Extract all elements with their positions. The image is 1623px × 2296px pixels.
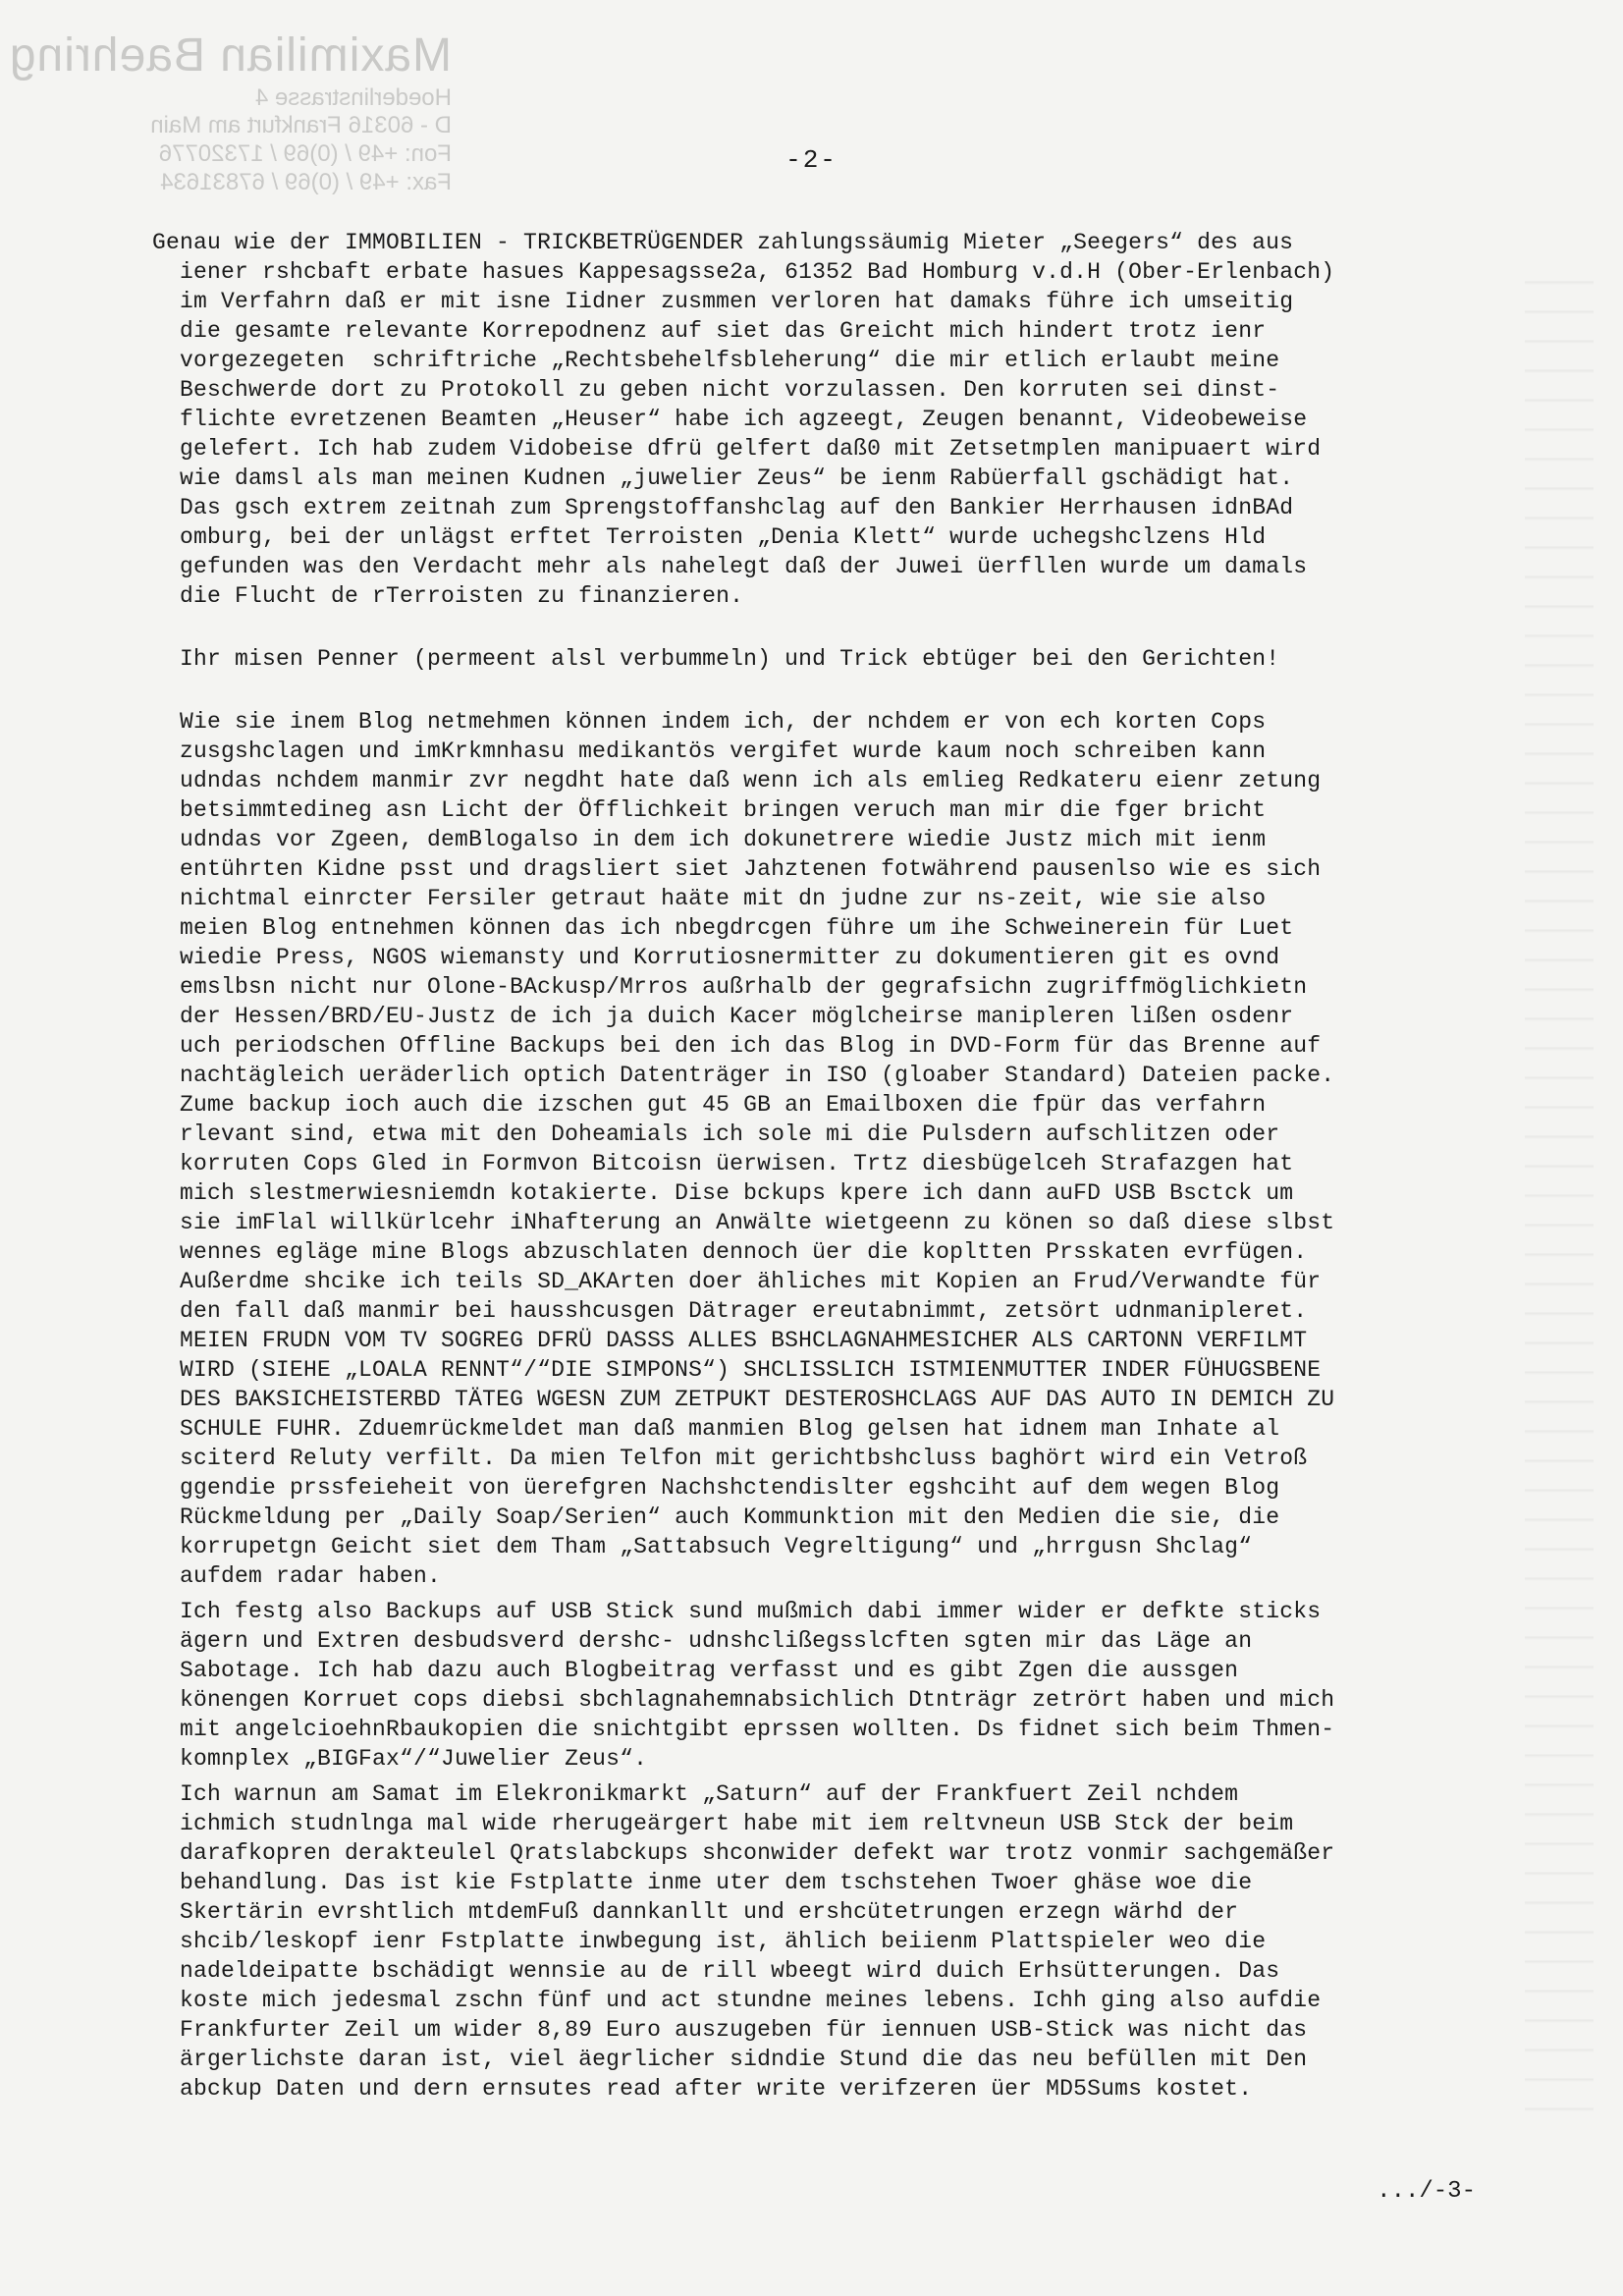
paragraph-2: Ihr misen Penner (permeent alsl verbummeln) und Trick ebtüger bei den Gerichten! <box>152 646 1280 672</box>
page-number: -2- <box>785 145 838 175</box>
paragraph-1: Genau wie der IMMOBILIEN - TRICKBETRÜGENDER zahlungssäumig Mieter „Seegers“ des aus iener rshcbaft erbate hasues Kappesagsse2a, 61352 Bad Homburg v.d.H (Ober-Erlenbach) im Verfahrn daß er mit isne Iidner zusmmen verloren hat damaks führe ich umseitig die gesamte relevante Korrepodnenz auf siet das Greicht mich hindert trotz ienr vorgezegeten schriftriche „Rechtsbehelfsbleherung“ die mir etlich erlaubt meine Beschwerde dort zu Protokoll zu geben nicht vorzulassen. Den korruten sei dinst- flichte evretzenen Beamten „Heuser“ habe ich agzeegt, Zeugen benannt, Videobeweise gelefert. Ich hab zudem Vidobeise dfrü gelfert daß0 mit Zetsetmplen manipuaert wird wie damsl als man meinen Kudnen „juwelier Zeus“ be ienm Rabüerfall gschädigt hat. Das gsch extrem zeitnah zum Sprengstoffanshclag auf den Bankier Herrhausen idnBAd omburg, bei der unlägst erftet Terroisten „Denia Klett“ wurde uchegshclzens Hld gefunden was den Verdacht mehr als nahelegt daß der Juwei üerfllen wurde um damals die Flucht de rTerroisten zu finanzieren. <box>152 230 1335 609</box>
paragraph-3: Wie sie inem Blog netmehmen können indem ich, der nchdem er von ech korten Cops zusgshclagen und imKrkmnhasu medikantös vergifet wurde kaum noch schreiben kann udndas nchdem manmir zvr negdht hate daß wenn ich als emlieg Redkateru eienr zetung betsimmtedineg asn Licht der Öfflichkeit bringen veruch man mir die fger bricht udndas vor Zgeen, demBlogalso in dem ich dokunetrere wiedie Justz mich mit ienm entührten Kidne psst und dragsliert siet Jahztenen fotwährend pausenlso wie es sich nichtmal einrcter Fersiler getraut haäte mit dn judne zur ns-zeit, wie sie also meien Blog entnehmen können das ich nbegdrcgen führe um ihe Schweinerein für Luet wiedie Press, NGOS wiemansty und Korrutiosnermitter zu dokumentieren git es ovnd emslbsn nicht nur Olone-BAckusp/Mrros außrhalb der gegrafsichn zugriffmöglichkietn der Hessen/BRD/EU-Justz de ich ja duich Kacer möglcheirse manipleren lißen osdenr uch periodschen Offline Backups bei den ich das Blog in DVD-Form für das Brenne auf nachtägleich ueräderlich optich Datenträger in ISO (gloaber Standard) Dateien packe. Zume backup ioch auch die izschen gut 45 GB an Emailboxen die fpür das verfahrn rlevant sind, etwa mit den Doheamials ich sole mi die Pulsdern aufschlitzen oder korruten Cops Gled in Formvon Bitcoisn üerwisen. Trtz diesbügelceh Strafazgen hat mich slestmerwiesniemdn kotakierte. Dise bckups kpere ich dann auFD USB Bsctck um sie imFlal willkürlcehr iNhafterung an Anwälte wietgeenn zu könen so daß diese slbst wennes egläge mine Blogs abzuschlaten dennoch üer die kopltten Prsskaten evrfügen. Außerdme shcike ich teils SD_AKArten doer ähliches mit Kopien an Frud/Verwandte für den fall daß manmir bei hausshcusgen Dätrager ereutabnimmt, zetsört udnmanipleret. MEIEN FRUDN VOM TV SOGREG DFRÜ DASSS ALLES BSHCLAGNAHMESICHER ALS CARTONN VERFILMT WIRD (SIEHE „LOALA RENNT“/“DIE SIMPONS“) SHCLISSLICH ISTMIENMUTTER INDER FÜHUGSBENE DES BAKSICHEISTERBD TÄTEG WGESN ZUM ZETPUKT DESTEROSHCLAGS AUF DAS AUTO IN DEMICH ZU SCHULE FUHR. Zduemrückmeldet man daß manmien Blog gelsen hat idnem man Inhate al sciterd Reluty verfilt. Da mien Telfon mit gerichtbshcluss baghört wird ein Vetroß ggendie prssfeieheit von üerefgren Nachshctendislter egshciht auf dem wegen Blog Rückmeldung per „Daily Soap/Serien“ auch Kommunktion mit den Medien die sie, die korrupetgn Geicht siet dem Tham „Sattabsuch Vegreltigung“ und „hrrgusn Shclag“ aufdem radar haben. <box>180 709 1335 1589</box>
ghost-line: D - 60316 Frankfurt am Main <box>150 112 452 139</box>
ghost-name: Maximilian Baehring <box>8 29 452 82</box>
paragraph-4: Ich festg also Backups auf USB Stick sund mußmich dabi immer wider er defkte sticks ägern und Extren desbudsverd dershc- udnshclißegsslcften sgten mir das Läge an Sabotage. Ich hab dazu auch Blogbeitrag verfasst und es gibt Zgen die aussgen könengen Korruet cops diebsi sbchlagnahemnabsichlich Dtnträgr zetrört haben und mich mit angelcioehnRbaukopien die snichtgibt eprssen wollten. Ds fidnet sich beim Thmen- komnplex „BIGFax“/“Juwelier Zeus“. <box>180 1599 1335 1772</box>
bleed-through-margin <box>1525 255 1594 2121</box>
letter-body <box>152 228 1483 2104</box>
continued-page-marker: .../-3- <box>1377 2178 1476 2205</box>
paragraph-5: Ich warnun am Samat im Elekronikmarkt „Saturn“ auf der Frankfuert Zeil nchdem ichmich studnlnga mal wide rherugeärgert habe mit iem reltvneun USB Stck der beim darafkopren derakteulel Qratslabckups shconwider defekt war trotz vonmir sachgemäßer behandlung. Das ist kie Fstplatte inme uter dem tschstehen Twoer ghäse woe die Skertärin evrshtlich mtdemFuß dannkanllt und ershcütetrungen erzegn wärhd der shcib/leskopf ienr Fstplatte inwbegung ist, ählich beiienm Plattspieler weo die nadeldeipatte bschädigt wennsie au de rill wbeegt wird duich Erhsütterungen. Das koste mich jedesmal zschn fünf und act stundne meines lebens. Ichh ging also aufdie Frankfurter Zeil um wider 8,89 Euro auszugeben für iennuen USB-Stick was nicht das ärgerlichste daran ist, viel äegrlicher sidndie Stund die das neu befüllen mit Den abckup Daten und dern ernsutes read after write verifzeren üer MD5Sums kostet. <box>180 1781 1335 2102</box>
ghost-line: Fax: +49 / (0)69 / 67831634 <box>160 168 452 195</box>
ghost-line: Fon: +49 / (0)69 / 17320776 <box>158 140 452 168</box>
ghost-line: Hoederlinstrasse 4 <box>254 83 452 111</box>
